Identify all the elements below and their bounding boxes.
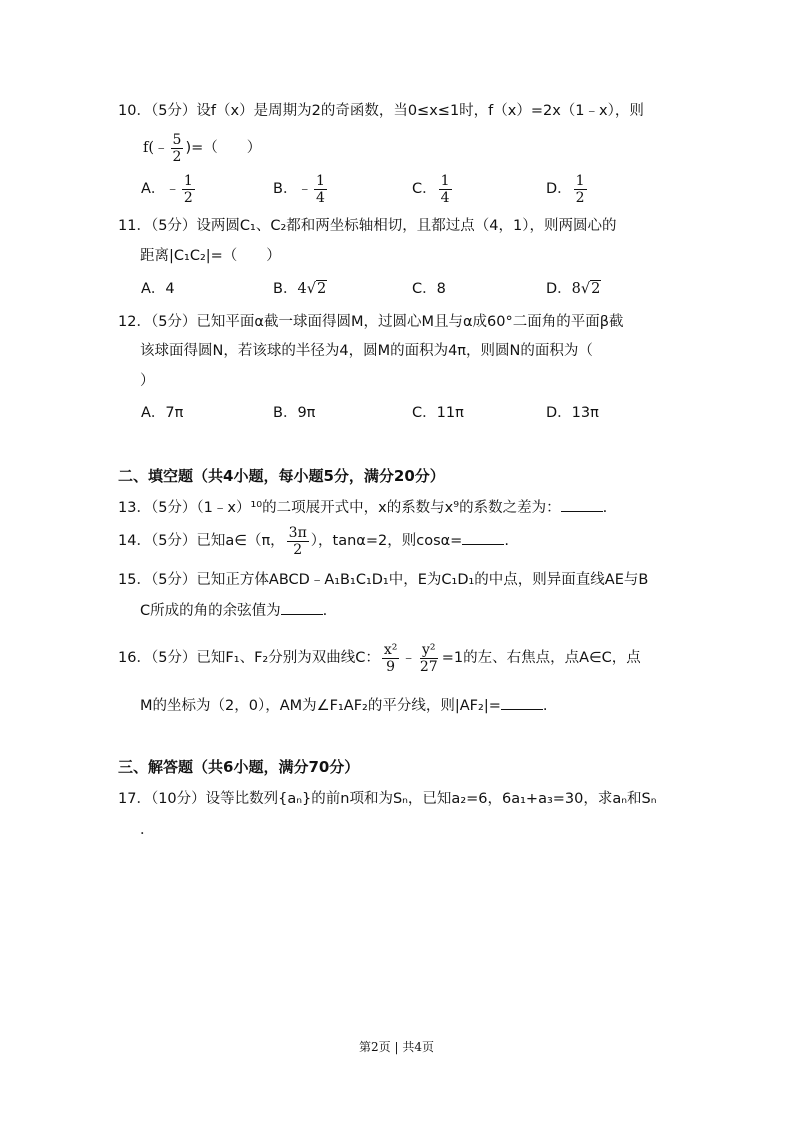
q14-fraction bbox=[287, 525, 309, 558]
q11-option-b-coef: 4 bbox=[297, 281, 307, 297]
q14-answer-blank bbox=[462, 530, 504, 545]
page-footer: 第2页 | 共4页 bbox=[359, 1040, 434, 1054]
q15-line1: 15．（5分）已知正方体ABCD﹣A₁B₁C₁D₁中，E为C₁D₁的中点，则异面直线AE与B bbox=[118, 572, 649, 588]
q11-option-b-label: B． bbox=[273, 281, 298, 297]
q15-end: . bbox=[322, 603, 328, 619]
q12-line1: 12．（5分）已知平面α截一球面得圆M，过圆心M且与α成60°二面角的平面β截 bbox=[118, 314, 624, 330]
q16-frac1-num: x² bbox=[383, 641, 398, 658]
q11-line2: 距离|C₁C₂|=（ ） bbox=[140, 248, 281, 264]
q14-suffix: ），tanα=2，则cosα= bbox=[310, 533, 463, 549]
section-3-heading: 三、解答题（共6小题，满分70分） bbox=[118, 758, 360, 776]
q10-option-d-label: D． bbox=[546, 181, 572, 197]
q10-option-a-label: A．﹣ bbox=[141, 181, 180, 197]
q14-frac-num: 3π bbox=[288, 524, 307, 541]
q15-line2 bbox=[140, 600, 327, 621]
q10-line2 bbox=[143, 130, 261, 166]
q10-f-prefix: f(﹣ bbox=[143, 140, 169, 156]
q10-line1: 10．（5分）设f（x）是周期为2的奇函数，当0≤x≤1时，f（x）=2x（1﹣x），则 bbox=[118, 103, 644, 119]
q12-option-c: C．11π bbox=[412, 405, 464, 421]
q12-option-a: A．7π bbox=[141, 405, 184, 421]
q14-frac-den: 2 bbox=[293, 541, 303, 558]
q10-option-d bbox=[546, 171, 589, 207]
q10-option-d-frac bbox=[574, 173, 587, 206]
section-2-heading: 二、填空题（共4小题，每小题5分，满分20分） bbox=[118, 467, 445, 485]
q16-frac1-den: 9 bbox=[386, 658, 396, 675]
q16-frac2-num: y² bbox=[422, 641, 436, 658]
q16-frac2-den: 27 bbox=[419, 658, 438, 675]
q16-suffix: =1的左、右焦点，点A∈C，点 bbox=[441, 650, 641, 666]
q14-line bbox=[118, 523, 509, 559]
q10-option-b-num: 1 bbox=[315, 172, 325, 189]
q11-option-d-coef: 8 bbox=[571, 281, 581, 297]
q15-answer-blank bbox=[281, 600, 323, 615]
q16-text: M的坐标为（2，0），AM为∠F₁AF₂的平分线，则|AF₂|= bbox=[140, 698, 501, 714]
sqrt-icon: √ bbox=[306, 281, 316, 297]
q16-end: . bbox=[542, 698, 548, 714]
q14-prefix: 14．（5分）已知a∈（π， bbox=[118, 533, 285, 549]
q15-text: C所成的角的余弦值为 bbox=[140, 603, 281, 619]
q17-line2: ． bbox=[140, 822, 155, 838]
q16-line2 bbox=[140, 695, 547, 716]
q16-fraction-y bbox=[418, 642, 440, 675]
q16-answer-blank bbox=[501, 695, 543, 710]
q10-fraction bbox=[171, 132, 184, 165]
q10-option-a-den: 2 bbox=[183, 189, 193, 206]
q11-line1: 11．（5分）设两圆C₁、C₂都和两坐标轴相切，且都过点（4，1），则两圆心的 bbox=[118, 218, 617, 234]
q10-option-b-label: B．﹣ bbox=[273, 181, 312, 197]
q10-option-c-frac bbox=[439, 173, 452, 206]
q17-line1: 17．（10分）设等比数列{aₙ}的前n项和为Sₙ，已知a₂=6，6a₁+a₃=30，求aₙ和Sₙ bbox=[118, 791, 657, 807]
q10-option-c-label: C． bbox=[412, 181, 437, 197]
q16-fraction-x bbox=[382, 642, 400, 675]
q16-line1 bbox=[118, 638, 641, 678]
q11-option-b-radicand: 2 bbox=[316, 281, 327, 297]
q13-line bbox=[118, 497, 607, 518]
q12-line2: 该球面得圆N，若该球的半径为4，圆M的面积为4π，则圆N的面积为（ bbox=[140, 343, 593, 359]
q10-option-d-den: 2 bbox=[575, 189, 585, 206]
q12-option-b: B．9π bbox=[273, 405, 316, 421]
q10-f-suffix: )=（ ） bbox=[185, 140, 262, 156]
q12-option-d: D．13π bbox=[546, 405, 599, 421]
q10-option-a-frac bbox=[182, 173, 195, 206]
q12-line3: ） bbox=[140, 373, 155, 389]
q10-frac-num: 5 bbox=[172, 131, 182, 148]
q11-option-a: A．4 bbox=[141, 281, 175, 297]
q10-option-d-num: 1 bbox=[575, 172, 585, 189]
q16-prefix: 16．（5分）已知F₁、F₂分别为双曲线C： bbox=[118, 650, 380, 666]
q10-option-b-den: 4 bbox=[315, 189, 325, 206]
q11-option-c: C．8 bbox=[412, 281, 446, 297]
q11-option-b bbox=[273, 279, 327, 299]
q16-minus: ﹣ bbox=[401, 650, 416, 666]
q13-text: 13．（5分）（1﹣x）¹⁰的二项展开式中，x的系数与x⁹的系数之差为： bbox=[118, 500, 561, 516]
q10-option-c-den: 4 bbox=[440, 189, 450, 206]
q13-answer-blank bbox=[561, 497, 603, 512]
q13-end: . bbox=[602, 500, 608, 516]
q11-option-d bbox=[546, 279, 601, 299]
q10-option-c-num: 1 bbox=[440, 172, 450, 189]
q14-end: . bbox=[504, 533, 509, 549]
q10-option-a-num: 1 bbox=[183, 172, 193, 189]
q11-option-d-radicand: 2 bbox=[591, 281, 601, 297]
q10-frac-den: 2 bbox=[172, 148, 182, 165]
q10-option-b bbox=[273, 171, 329, 207]
q10-option-c bbox=[412, 171, 454, 207]
q11-option-d-label: D． bbox=[546, 281, 572, 297]
sqrt-icon: √ bbox=[580, 281, 591, 297]
q10-option-a bbox=[141, 171, 197, 207]
q10-option-b-frac bbox=[314, 173, 327, 206]
